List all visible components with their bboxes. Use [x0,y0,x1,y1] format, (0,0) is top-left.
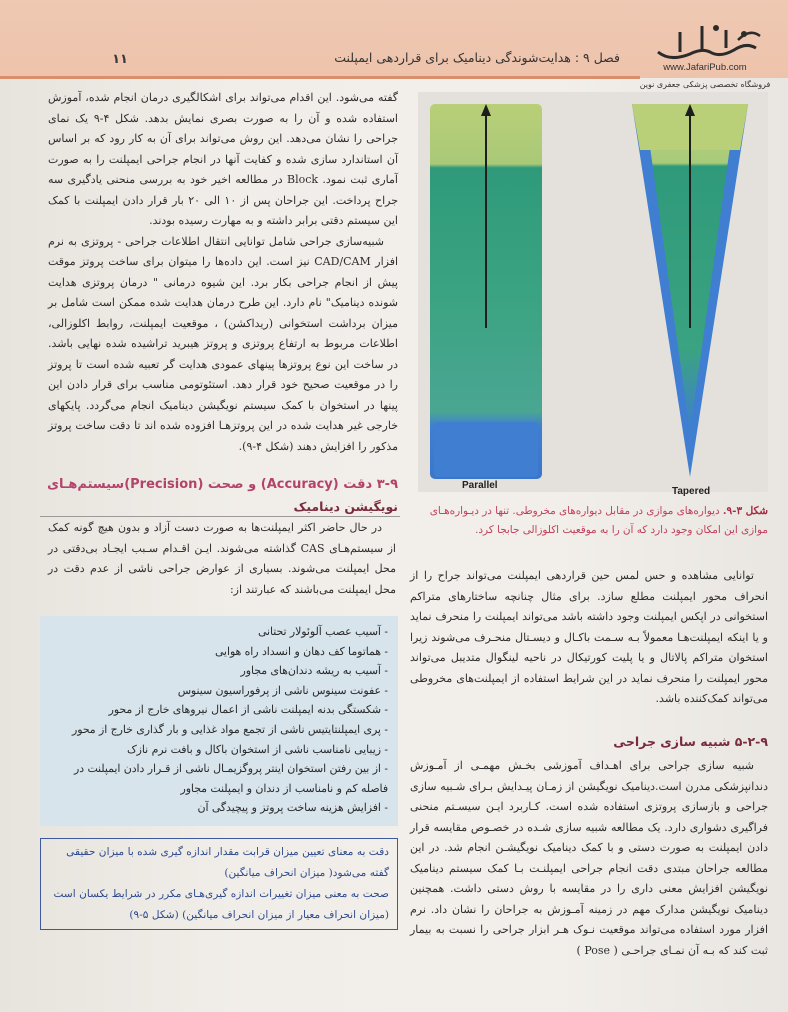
section-heading-line: نویگیشن دینامیک [293,499,398,514]
caption-figure-number: شکل ۳-۹. [722,505,768,517]
paragraph: گفته می‌شود. این اقدام می‌تواند برای اشکالگیری درمان انجام شده، آموزش استفاده شده و آن را به صورت بصری نمایش بدهد. شکل ۴-۹ یک نمای جراحی را نشان می‌دهد. این روش می‌تواند برای آن به کار رود که بر اساس آن استاندارد سازی شده و کفایت آنها در انجام جراحی ایمپلنت را به صورت آماری ثبت نمود. Block در مطالعه اخیر خود به بررسی منحنی یادگیری سه جراح پرداخت. این جراحان پس از ۱۰ الی ۲۰ بار قرار دادن ایمپلنت با کمک این سیستم دقتی برابر داشته و به مهارت رسیده بودند. [48,91,398,227]
list-item: - زیبایی نامناسب ناشی از استخوان باکال و بافت نرم نازک [126,742,388,756]
paragraph: شبیه سازی جراحی برای اهـداف آموزشی بخـش مهمـی از آمـوزش دندانپزشکی مدرن است.دینامیک نویگیشن از زمـان پیـدایش بـرای شـبیه سازی جراحی و بازسازی پروتزی استفاده شده است. کـاربرد ایـن سیسـتم منحنی فراگیری دشواری دارد. یک مطالعه شبیه سازی شـده در خصـوص مقایسه قرار دادن ایمپلنت به صورت دستی و با کمک دینامیک نویگیشـن انجام شد. در این مطالعه جراحان مبتدی دقت انجام جراحی ایمپلنـت بـا کمک سیستم دینامیک نویگیشن افزایش معنی داری را در مقایسه با روش دستی داشت. همچنین دینامیک نویگیشن مدارک مهم در زمینه آمـوزش به جراحان را نشان داد. نرم افزار مورد استفاده می‌تواند موقعیت نـوک هـر ابزار جراحی را نسبت به بیمار ثبت کند که بـه آن نمـای جراحـی ( Pose ) [410,759,768,957]
section-intro [48,518,396,600]
publisher-logo [630,18,780,96]
page-number: ۱۱ [112,52,128,67]
figure-parallel-vs-tapered [418,92,768,502]
logo-subtitle: فروشگاه تخصصی پزشکی جعفری نوین [639,80,771,89]
figure-illustration [418,92,768,502]
jafari-logo-icon [650,18,765,66]
right-column-text [410,756,768,961]
running-head: فصل ۹ : هدایت‌شوندگی دینامیک برای قراردهی ایمپلنت [334,50,620,65]
logo-url: www.JafariPub.com [663,62,747,73]
left-column-text [48,88,398,457]
paragraph: توانایی مشاهده و حس لمس حین قراردهی ایمپلنت می‌تواند جراح را از انحراف محور ایمپلنت مطلع سازد. برای مثال چنانچه ساختارهای متراکم استخوانی در اپکس ایمپلنت وجود داشته باشد می‌تواند ایمپلنت را منحرف نماید و یا اینکه ایمپلنت‌هـا معمولاً بـه سـمت باکـال و دیسـتال منحـرف می‌شوند زیرا استخوان متراکم پالاتال و یا پلیت کورتیکال در ناحیه لینگوال متدیبل می‌تواند محور ایمپلنت را منحرف نماید در این شرایط استفاده از ایمپلنت‌های مخروطی می‌تواند کمک‌کننده باشد. [410,569,768,705]
paragraph: در حال حاضر اکثر ایمپلنت‌ها به صورت دست آزاد و بدون هیچ گونه کمک از سیستم‌هـای CAS گذاشته می‌شوند. ایـن اقـدام سـبب ایجـاد بی‌دقتی در محل ایمپلنت می‌شوند. بسیاری از عوارض جراحی ناشی از عدم دقت در محل ایمپلنت می‌باشند که عبارتند از: [48,521,396,596]
definition-accuracy: دقت به معنای تعیین میزان قرابت مقدار اندازه گیری شده با میزان حقیقی گفته می‌شود( میزان انحراف میانگین) [66,846,389,879]
section-heading [40,474,398,518]
list-item: - عفونت سینوس ناشی از پرفوراسیون سینوس [177,683,388,697]
subsection-heading: ۵-۲-۹ شبیه سازی جراحی [613,734,768,749]
list-item: - پری ایمپلنتایتیس ناشی از تجمع مواد غذایی و بار گذاری خارج از محور [72,722,388,736]
list-item: - از بین رفتن استخوان اینتر پروگزیمـال ناشی از قـرار دادن ایمپلنت در [73,762,388,776]
header-rule [0,76,640,79]
label-tapered: Tapered [672,486,711,497]
list-item: - هماتوما کف دهان و انسداد راه هوایی [214,644,388,658]
list-item: - افزایش هزینه ساخت پروتز و پیچیدگی آن [197,801,388,815]
list-item: فاصله کم و نامناسب از دندان و ایمپلنت مجاور [180,781,388,795]
definition-precision: صحت به معنی میزان تغییرات اندازه گیری‌هـای مکرر در شرایط یکسان است (میزان انحراف معیار از میزان انحراف میانگین) (شکل ۵-۹) [53,888,389,921]
paragraph: شبیه‌سازی جراحی شامل توانایی انتقال اطلاعات جراحی - پروتزی به نرم افزار CAD/CAM نیز است. این داده‌ها را میتوان برای ساخت پروتز موقت پیش از انجام جراحی بکار برد. این شیوه درمانی " درمان پروتزی هدایت شونده دینامیک" نام دارد. این طرح درمان هدایت شده ممکن است شامل بر میزان برداشت استخوانی (ریداکشن) ، موقعیت ایمپلنت، روابط اکلوزالی، اطلاعات مربوط به ارتفاع پروتزی و پروتز هیبرید تراشیده شده نهایی باشد. در ساخت این نوع پروتزها پینهای عمودی هدایت گر تعبیه شده است تا پروتز را در موقعیت صحیح خود قرار دهد. استئوتومی مناسب برای قرار دادن این پینها در استخوان با کمک سیستم نویگیشن دینامیک انجام می‌گردد. پایکهای خارجی غیر هدایت شده در این پروتزهـا افزوده شده اند تا دقت ساخت پروتز مذکور را افزایش دهند (شکل ۴-۹). [48,234,399,453]
complications-list [40,616,398,826]
caption-text: دیواره‌های موازی در مقابل دیواره‌های مخروطی. تنها در دیـواره‌هـای موازی این امکان وجود دارد که آن را به موقعیت اکلوزالی جابجا کرد. [429,505,768,536]
section-rule [40,516,400,517]
right-column-text [410,566,768,710]
definition-box [40,838,398,930]
parallel-apex-region [434,422,538,477]
list-item: - آسیب عصب آلوئولار تحتانی [257,625,388,638]
section-heading-line: ۳-۹ دقت (Accuracy) و صحت (Precision)سیستم‌هـای [47,477,398,492]
figure-caption [412,502,768,540]
label-parallel: Parallel [462,480,498,491]
list-item: - شکستگی بدنه ایمپلنت ناشی از اعمال نیروهای خارج از محور [108,703,388,717]
list-item: - آسیب به ریشه دندان‌های مجاور [240,664,388,678]
